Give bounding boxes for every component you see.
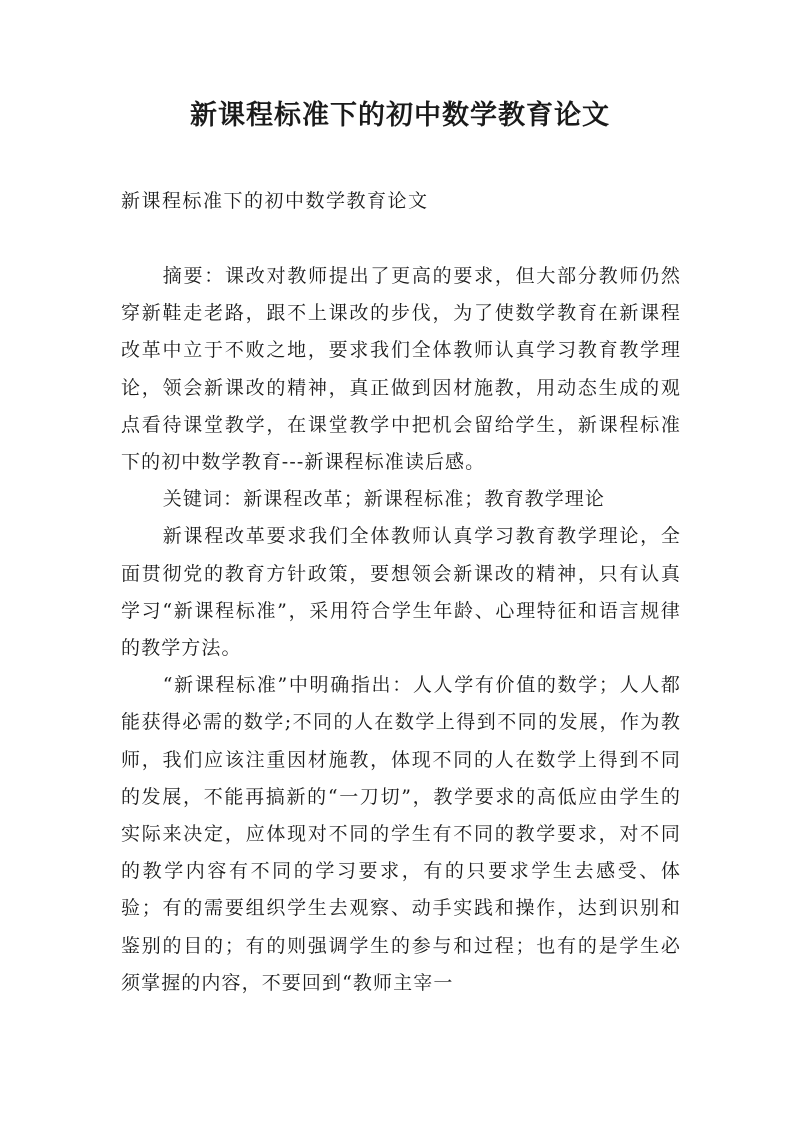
document-title: 新课程标准下的初中数学教育论文 [190, 100, 610, 131]
document-subtitle: 新课程标准下的初中数学教育论文 [121, 190, 429, 212]
body-paragraph: “新课程标准”中明确指出：人人学有价值的数学；人人都能获得必需的数学;不同的人在数学上得到不同的发展，作为教师，我们应该注重因材施教，体现不同的人在数学上得到不同的发展，不能再搞新的“一刀切”，教学要求的高低应由学生的实际来决定，应体现对不同的学生有不同的教学要求，对不同的教学内容有不同的学习要求，有的只要求学生去感受、体验；有的需要组织学生去观察、动手实践和操作，达到识别和鉴别的目的；有的则强调学生的参与和过程；也有的是学生必须掌握的内容，不要回到“教师主宰一 [121, 674, 681, 994]
abstract-paragraph: 摘要：课改对教师提出了更高的要求，但大部分教师仍然穿新鞋走老路，跟不上课改的步伐，为了使数学教育在新课程改革中立于不败之地，要求我们全体教师认真学习教育教学理论，领会新课改的精神，真正做到因材施教，用动态生成的观点看待课堂教学，在课堂教学中把机会留给学生，新课程标准下的初中数学教育---新课程标准读后感。 [121, 265, 681, 474]
body-paragraph: 新课程改革要求我们全体教师认真学习教育教学理论，全面贯彻党的教育方针政策，要想领会新课改的精神，只有认真学习“新课程标准”，采用符合学生年龄、心理特征和语言规律的教学方法。 [121, 525, 681, 660]
keywords-paragraph: 关键词：新课程改革；新课程标准；教育教学理论 [162, 488, 605, 511]
document-body [121, 258, 681, 1002]
